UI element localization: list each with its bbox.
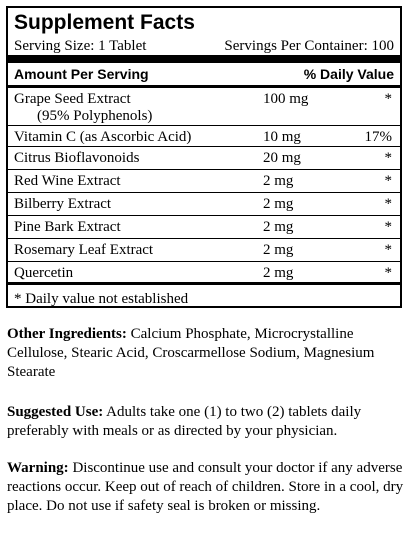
nutrient-daily-value: * [384, 242, 392, 258]
nutrient-name: Red Wine Extract [14, 173, 121, 189]
nutrient-subnote: (95% Polyphenols) [37, 108, 153, 124]
nutrient-name: Grape Seed Extract [14, 91, 131, 107]
nutrient-amount: 2 mg [263, 242, 294, 258]
suggested-use [7, 403, 407, 441]
warning-label: Warning: [7, 460, 69, 476]
other-ingredients-label: Other Ingredients: [7, 326, 127, 342]
nutrient-daily-value: * [384, 219, 392, 235]
daily-value-footnote: * Daily value not established [14, 291, 189, 307]
warning [7, 459, 407, 516]
nutrient-amount: 100 mg [263, 91, 309, 107]
nutrient-amount: 2 mg [263, 196, 294, 212]
column-header [8, 63, 400, 85]
nutrient-rows [8, 88, 400, 285]
servings-per-container: Servings Per Container: 100 [224, 38, 394, 54]
suggested-use-text: Adults take one (1) to two (2) tablets daily preferably with meals or as directed by your physician. [7, 404, 362, 439]
nutrient-row-quercetin [8, 262, 400, 285]
nutrient-name: Pine Bark Extract [14, 219, 121, 235]
header-daily-value: % Daily Value [303, 66, 394, 82]
nutrient-row-citrus-bioflavonoids [8, 147, 400, 170]
nutrient-daily-value: * [384, 91, 392, 107]
nutrient-name: Bilberry Extract [14, 196, 112, 212]
nutrient-row-vitamin-c [8, 126, 400, 147]
nutrient-amount: 2 mg [263, 219, 294, 235]
nutrient-daily-value: * [384, 196, 392, 212]
nutrient-row-pine-bark [8, 216, 400, 239]
nutrient-amount: 20 mg [263, 150, 301, 166]
nutrient-row-bilberry [8, 193, 400, 216]
suggested-use-label: Suggested Use: [7, 404, 104, 420]
thick-divider [8, 55, 400, 63]
other-ingredients [7, 325, 407, 382]
panel-title: Supplement Facts [14, 11, 195, 34]
nutrient-daily-value: * [384, 150, 392, 166]
nutrient-name: Rosemary Leaf Extract [14, 242, 154, 258]
nutrient-daily-value: * [384, 265, 392, 281]
nutrient-amount: 10 mg [263, 129, 301, 145]
nutrient-name: Vitamin C (as Ascorbic Acid) [14, 129, 192, 145]
supplement-facts-panel [6, 6, 402, 308]
nutrient-amount: 2 mg [263, 173, 294, 189]
serving-info [14, 37, 394, 55]
serving-size: Serving Size: 1 Tablet [14, 38, 147, 54]
nutrient-row-red-wine [8, 170, 400, 193]
nutrient-daily-value: * [384, 173, 392, 189]
warning-text: Discontinue use and consult your doctor if any adverse reactions occur. Keep out of reach of children. Store in a cool, dry place. Do not use if safety seal is broken or missing. [7, 460, 404, 514]
other-ingredients-text: Calcium Phosphate, Microcrystalline Cellulose, Stearic Acid, Croscarmellose Sodium, Magnesium Stearate [7, 326, 375, 380]
nutrient-row-grape-seed [8, 88, 400, 126]
nutrient-amount: 2 mg [263, 265, 294, 281]
header-amount-per-serving: Amount Per Serving [14, 66, 149, 82]
nutrient-name: Quercetin [14, 265, 74, 281]
nutrient-row-rosemary-leaf [8, 239, 400, 262]
nutrient-name: Citrus Bioflavonoids [14, 150, 140, 166]
nutrient-daily-value: 17% [364, 129, 392, 145]
